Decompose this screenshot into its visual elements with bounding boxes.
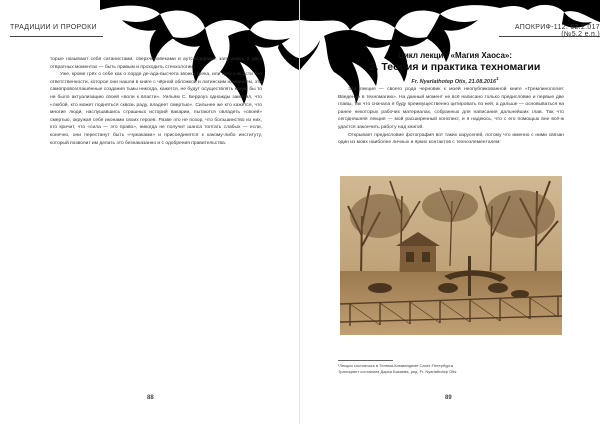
right-page <box>300 0 600 424</box>
right-paragraph: Открывает предисловие фотография вот таких каруселей, потому что именно с ними связан один из моих наиболее личных и ярких контактов с техноэлементалем: <box>338 132 564 146</box>
author-name: Fr. Nyarlathotep Otis, 21.08.2016 <box>411 78 497 85</box>
lecture-series-heading: Цикл лекций «Магия Хаоса»: <box>397 51 513 60</box>
chapter-title: 2. Теория и практика техномагии <box>369 61 541 73</box>
page-number-right: 89 <box>445 395 452 401</box>
left-body-text <box>50 56 262 147</box>
page-number-left: 88 <box>147 395 154 401</box>
running-head-left: ТРАДИЦИИ И ПРОРОКИ <box>10 24 103 37</box>
left-paragraph: Уже, кроме грёх о себе как о лорде де-ада-высчета звонка грека, или грёх о власти без ответственности, которое они нашли в книге с чёрной обложкой и латинским названием, эти самопровозглашённые создания тьмы никогда, кажется, не будут осуществлять какую бы то ни было актуализацию своей «воли к власти». Уильям С. Берроуз однажды заметил, что «любой, кто может подняться сквозь раду, владеет смертью». Сильнее же кто кажется, что многие люди, наслушавшись страшных историй вакарии, пытаются овладеть «своей» смертью, окружая себя иконами своих героев. Разве это не позор, что большинство из них, кто кричит, что «сила — это право», никогда не получит шанса топтать слабых — если, конечно, они перестанут быть «чужаками» и присоединятся к какому-либо институту, который позволит им делать это безнаказанно и с одобрения правительства. <box>50 72 262 146</box>
carousel-photo <box>340 176 562 335</box>
left-page <box>0 0 299 424</box>
footnote-line: Транскрипт составила Дарья Бакаева, ред. Fr. Nyarlathotep Otis. <box>338 369 458 374</box>
author-line <box>340 76 570 85</box>
right-body-text <box>338 86 564 147</box>
right-paragraph: Эта лекция — своего рода черновик к моей неопубликованной книге «Гремлинология: Введение в техномагию». На данный момент не всё написано только предисловие и первые две главы, так что сначала я буду преимущественно цитировать по ней, а дальше — основываться на ранее некоторых рабочих материалах, собранных для написания дальнейших глав. Так что сегодняшняя лекция — мой расширенный конспект, и я надеюсь, что с его помощью вне всё-ж удастся закончить работу над книгой. <box>338 87 564 130</box>
footnote-line: ¹Лекция состоялась в Телема-Коммандеме Санкт-Петербурга. <box>338 363 455 368</box>
running-head-right: АПОКРИФ-112: 02.2.017 (№5.2 е.п.) <box>499 24 600 37</box>
footnote-rule <box>338 360 393 361</box>
left-paragraph: торые называют себя сатанистами, сверхчеловеками и аутсайдерами, запутались в двух отвратных моментах — быть правым и проходить стенхологии. <box>50 57 262 70</box>
footnote-ref: 1 <box>496 76 499 81</box>
footnotes <box>338 363 564 375</box>
